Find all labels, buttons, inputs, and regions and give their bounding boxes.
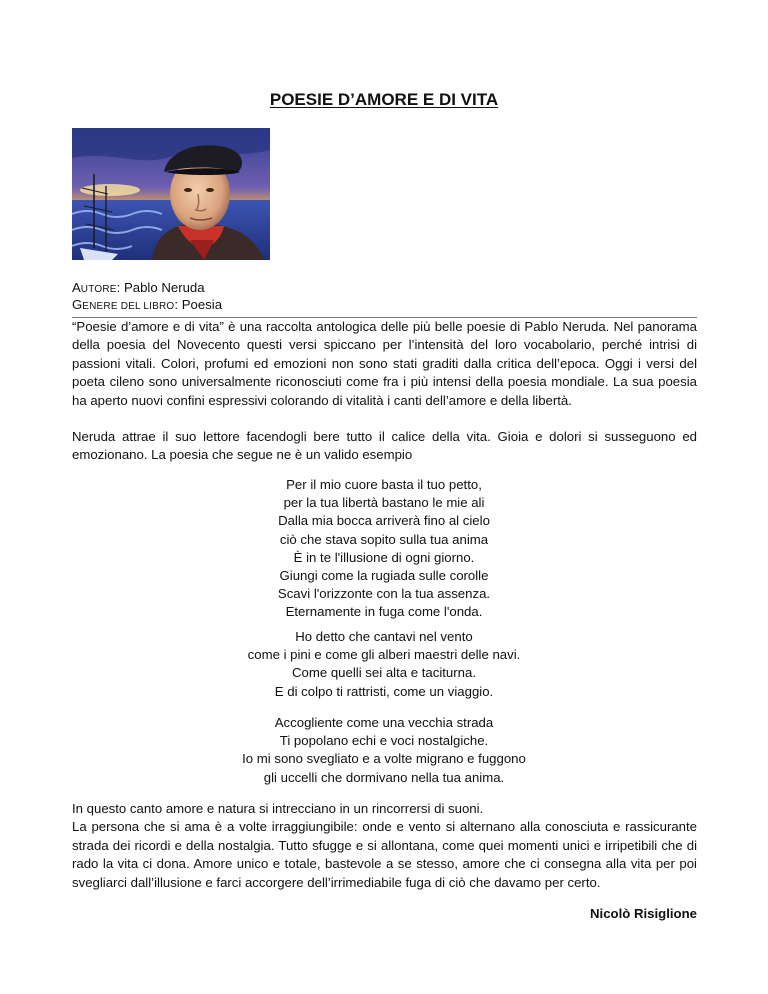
poem-line: Eternamente in fuga come l'onda.: [285, 604, 483, 620]
portrait-image: [72, 128, 270, 260]
poem-line: Come quelli sei alta e taciturna.: [292, 665, 476, 681]
intro-paragraph-1: “Poesie d’amore e di vita” è una raccolta antologica delle più belle poesie di Pablo Neruda. Nel panorama della poesia del Novecento questi versi spiccano per l’intensità del loro vocabolario, perché intrisi di passioni vitali. Colori, profumi ed emozioni non sono stati graditi dalla critica dell’epoca. Oggi i versi del poeta cileno sono universalmente riconosciuti come fra i più intensi della poesia mondiale. La sua poesia ha aperto nuovi confini espressivi colorando di vitalità i canti dell’amore e della libertà.: [72, 319, 697, 408]
poem-line: Dalla mia bocca arriverà fino al cielo: [278, 513, 490, 529]
author-label: AUTORE:: [72, 280, 124, 295]
poem-line: come i pini e come gli alberi maestri delle navi.: [247, 647, 521, 663]
portrait-painting-icon: [72, 128, 270, 260]
poem-stanza-2: [0, 628, 768, 701]
poem-line: gli uccelli che dormivano nella tua anima.: [263, 769, 505, 785]
intro-paragraph-2: Neruda attrae il suo lettore facendogli bere tutto il calice della vita. Gioia e dolori si susseguono ed emozionano. La poesia che segue ne è un valido esempio: [72, 429, 697, 463]
author-signature: Nicolò Risiglione: [590, 906, 697, 921]
poem-stanza-1: [0, 476, 768, 622]
genre-line: [72, 296, 697, 318]
page-title: POESIE D’AMORE E DI VITA: [269, 90, 499, 109]
genre-value: Poesia: [181, 297, 223, 312]
poem-line: Per il mio cuore basta il tuo petto,: [286, 477, 482, 492]
poem-stanza-3: [0, 714, 768, 787]
poem-line: Io mi sono svegliato e a volte migrano e fuggono: [242, 751, 526, 767]
outro-paragraph: In questo canto amore e natura si intrecciano in un rincorrersi di suoni. La persona che si ama è a volte irraggiungibile: onde e vento si alternano alla conosciuta e rassicurante strada dei ricordi e della nostalgia. Tutto sfugge e si allontana, come quei momenti unici e irripetibili che di rado la vita ci dona. Amore unico e totale, bastevole a se stesso, amore che ci consegna alla vita per poi svegliarci dall’illusione e farci accorgere dell’irrimediabile fuga di ciò che davamo per certo.: [72, 801, 697, 890]
poem-line: E di colpo ti rattristi, come un viaggio.: [274, 683, 494, 699]
poem-line: È in te l'illusione di ogni giorno.: [293, 549, 475, 565]
genre-label: GENERE DEL LIBRO:: [72, 297, 182, 312]
poem-line: Accogliente come una vecchia strada: [274, 715, 494, 730]
poem-line: Ti popolano echi e voci nostalgiche.: [279, 733, 489, 749]
poem-line: Ho detto che cantavi nel vento: [295, 629, 473, 644]
poem-line: ciò che stava sopito sulla tua anima: [279, 531, 489, 547]
poem-line: Giungi come la rugiada sulle corolle: [279, 568, 489, 584]
poem-line: Scavi l'orizzonte con la tua assenza.: [277, 586, 491, 602]
author-value: Pablo Neruda: [123, 280, 205, 295]
poem-line: per la tua libertà bastano le mie ali: [283, 495, 485, 511]
